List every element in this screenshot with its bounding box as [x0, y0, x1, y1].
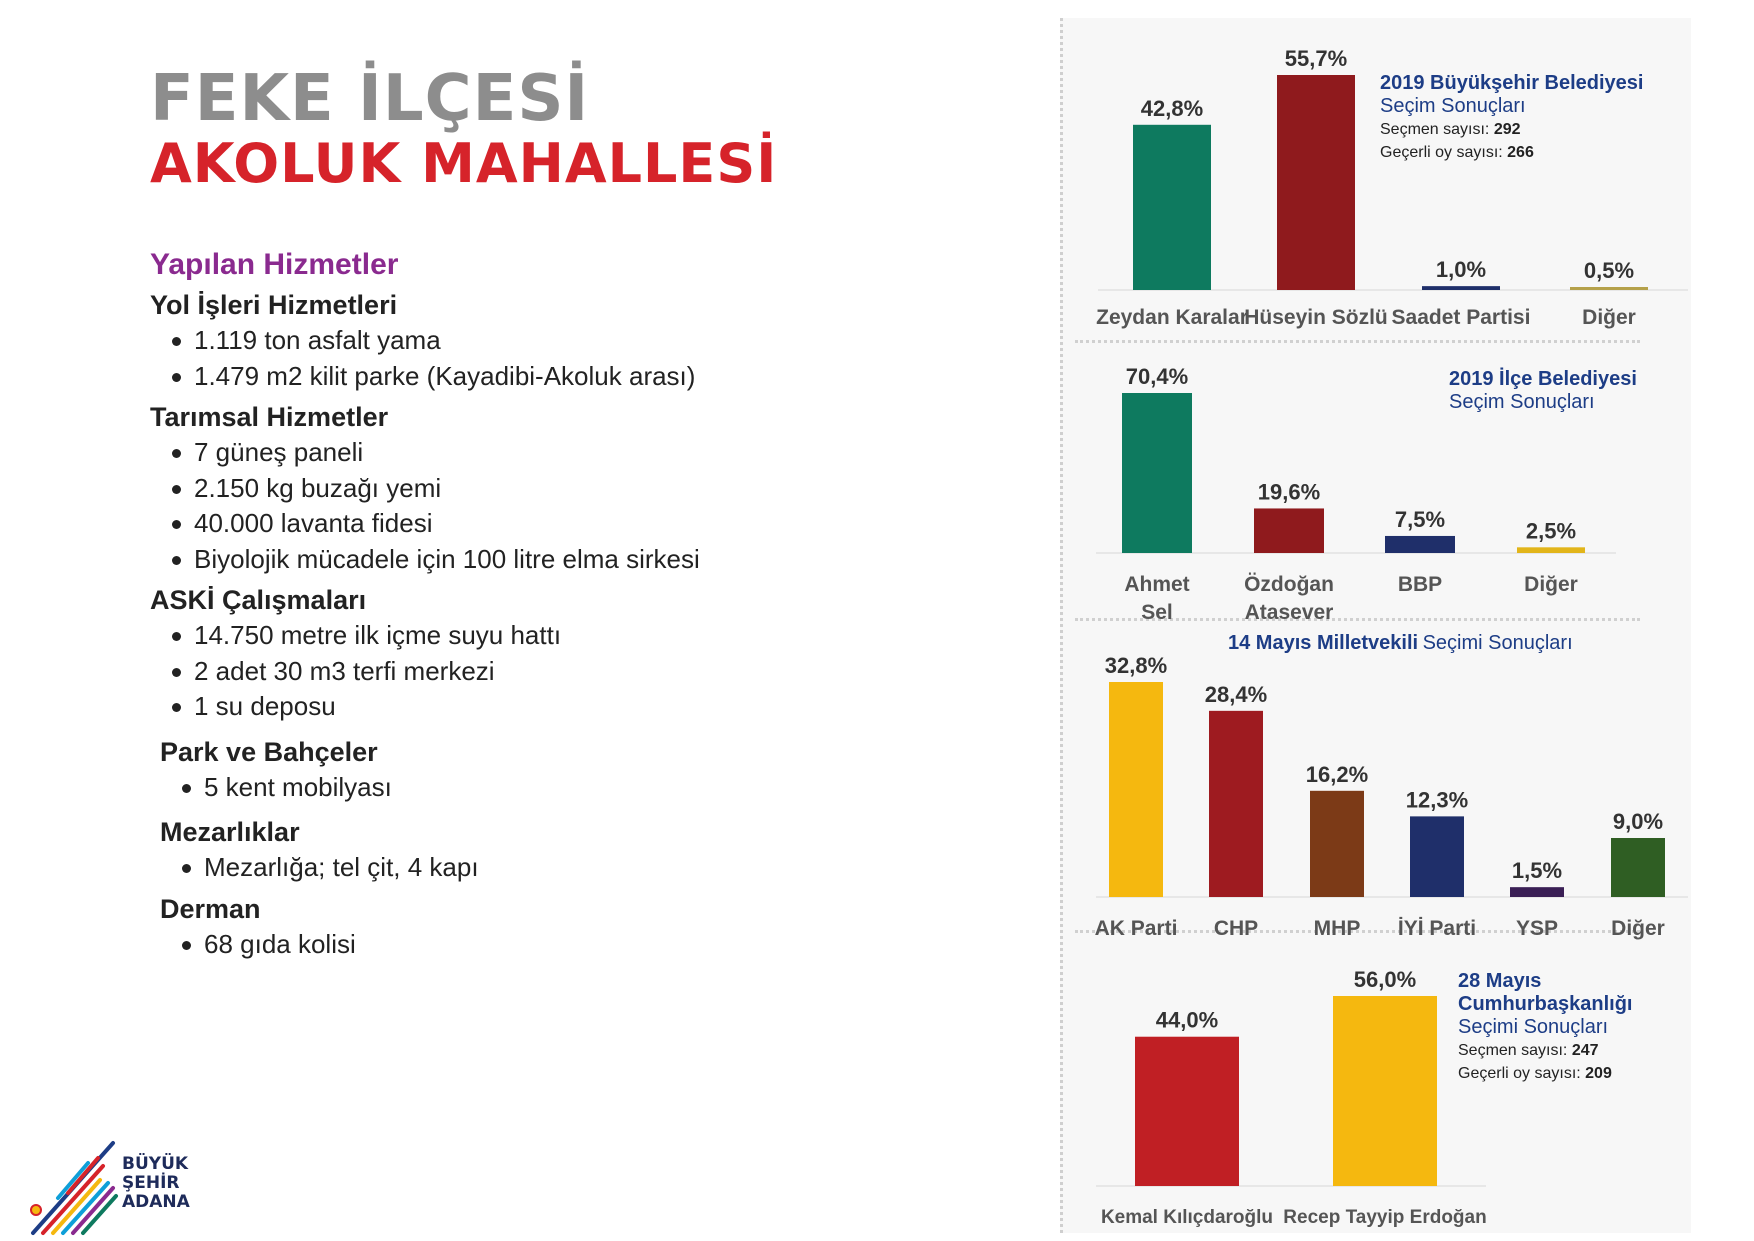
data-label: 44,0% [1155, 1007, 1219, 1033]
bar [1122, 393, 1192, 553]
list-item: 2 adet 30 m3 terfi merkezi [172, 654, 1010, 690]
chart-info-4: 28 Mayıs Cumhurbaşkanlığı Seçimi Sonuçları Seçmen sayısı: 247 Geçerli oy sayısı: 209 [1458, 970, 1633, 1082]
bar [1410, 816, 1464, 897]
data-label: 28,4% [1204, 681, 1268, 707]
bar [1135, 1037, 1239, 1186]
category-label: Atasever [1244, 601, 1334, 624]
bar [1333, 996, 1437, 1186]
data-label: 19,6% [1257, 479, 1321, 505]
category-label: Hüseyin Sözlü [1244, 306, 1388, 329]
list-item: Mezarlığa; tel çit, 4 kapı [182, 850, 1010, 886]
bar [1611, 838, 1665, 897]
chart-title: 14 Mayıs Milletvekili [1228, 632, 1419, 654]
data-label: 7,5% [1394, 506, 1446, 532]
bar [1422, 286, 1500, 290]
category-label: Recep Tayyip Erdoğan [1283, 1207, 1487, 1228]
category-label: AK Parti [1094, 917, 1178, 940]
data-label: 32,8% [1104, 653, 1168, 678]
bar [1277, 75, 1355, 290]
bar [1510, 887, 1564, 897]
list-item: 7 güneş paneli [172, 435, 1010, 471]
bar [1385, 536, 1455, 553]
chart-title: 2019 İlçe Belediyesi [1449, 368, 1637, 390]
category-label: CHP [1213, 917, 1259, 940]
chart-title: 2019 Büyükşehir Belediyesi [1380, 72, 1644, 94]
data-label: 12,3% [1405, 787, 1469, 813]
logo-text: BÜYÜK ŞEHİR ADANA [122, 1154, 190, 1212]
list-item: 1 su deposu [172, 689, 1010, 725]
category-label: Diğer [1611, 917, 1665, 940]
neighborhood-title: AKOLUK MAHALLESİ [150, 132, 778, 195]
chart-subtitle: Seçimi Sonuçları [1422, 632, 1573, 654]
data-label: 0,5% [1583, 258, 1635, 283]
services-heading: Yapılan Hizmetler [150, 248, 399, 281]
chart-title-2: Cumhurbaşkanlığı [1458, 993, 1633, 1015]
bar [1570, 287, 1648, 290]
category-label: İYİ Parti [1397, 917, 1477, 940]
list-item: 68 gıda kolisi [182, 927, 1010, 963]
list-item: Biyolojik mücadele için 100 litre elma sirkesi [172, 542, 1010, 578]
list-item: 14.750 metre ilk içme suyu hattı [172, 618, 1010, 654]
data-label: 1,0% [1435, 257, 1487, 283]
data-label: 1,5% [1511, 858, 1563, 884]
list-item: 5 kent mobilyası [182, 770, 1010, 806]
category-label: Diğer [1524, 573, 1578, 596]
category-label: MHP [1313, 917, 1361, 940]
list-item: 1.479 m2 kilit parke (Kayadibi-Akoluk arası) [172, 359, 1010, 395]
bar [1310, 791, 1364, 897]
category-label: Zeydan Karalar [1096, 306, 1248, 329]
data-label: 55,7% [1284, 46, 1348, 71]
bar [1109, 682, 1163, 897]
category-label: Saadet Partisi [1391, 306, 1531, 329]
chart-subtitle: Seçimi Sonuçları [1458, 1016, 1609, 1038]
data-label: 56,0% [1353, 967, 1417, 992]
category-label: Sel [1141, 601, 1173, 624]
section-title: Yol İşleri Hizmetleri [150, 290, 398, 320]
data-label: 16,2% [1305, 761, 1369, 787]
list-item: 1.119 ton asfalt yama [172, 323, 1010, 359]
bar [1517, 547, 1585, 553]
section-title: ASKİ Çalışmaları [150, 585, 367, 615]
category-label: Diğer [1582, 306, 1636, 329]
list-item: 40.000 lavanta fidesi [172, 506, 1010, 542]
bar [1254, 508, 1324, 553]
district-title: FEKE İLÇESİ [150, 62, 590, 136]
bar [1133, 125, 1211, 290]
section-title: Derman [160, 893, 261, 924]
category-label: Özdoğan [1244, 573, 1334, 596]
category-label: Ahmet [1124, 573, 1190, 596]
chart-info-1: 2019 Büyükşehir Belediyesi Seçim Sonuçları Seçmen sayısı: 292 Geçerli oy sayısı: 266 [1380, 72, 1644, 161]
list-item: 2.150 kg buzağı yemi [172, 471, 1010, 507]
section-title: Mezarlıklar [160, 817, 300, 847]
data-label: 70,4% [1125, 364, 1189, 389]
data-label: 2,5% [1525, 518, 1577, 544]
data-label: 42,8% [1140, 95, 1204, 121]
category-label: BBP [1397, 573, 1443, 596]
chart-subtitle: Seçim Sonuçları [1449, 391, 1595, 413]
data-label: 9,0% [1612, 809, 1664, 835]
chart-title: 28 Mayıs [1458, 970, 1542, 992]
chart-subtitle: Seçim Sonuçları [1380, 95, 1526, 117]
section-title: Tarımsal Hizmetler [150, 402, 389, 432]
category-label: YSP [1515, 917, 1559, 940]
section-title: Park ve Bahçeler [160, 736, 378, 767]
bar [1209, 711, 1263, 897]
category-label: Kemal Kılıçdaroğlu [1100, 1207, 1274, 1228]
